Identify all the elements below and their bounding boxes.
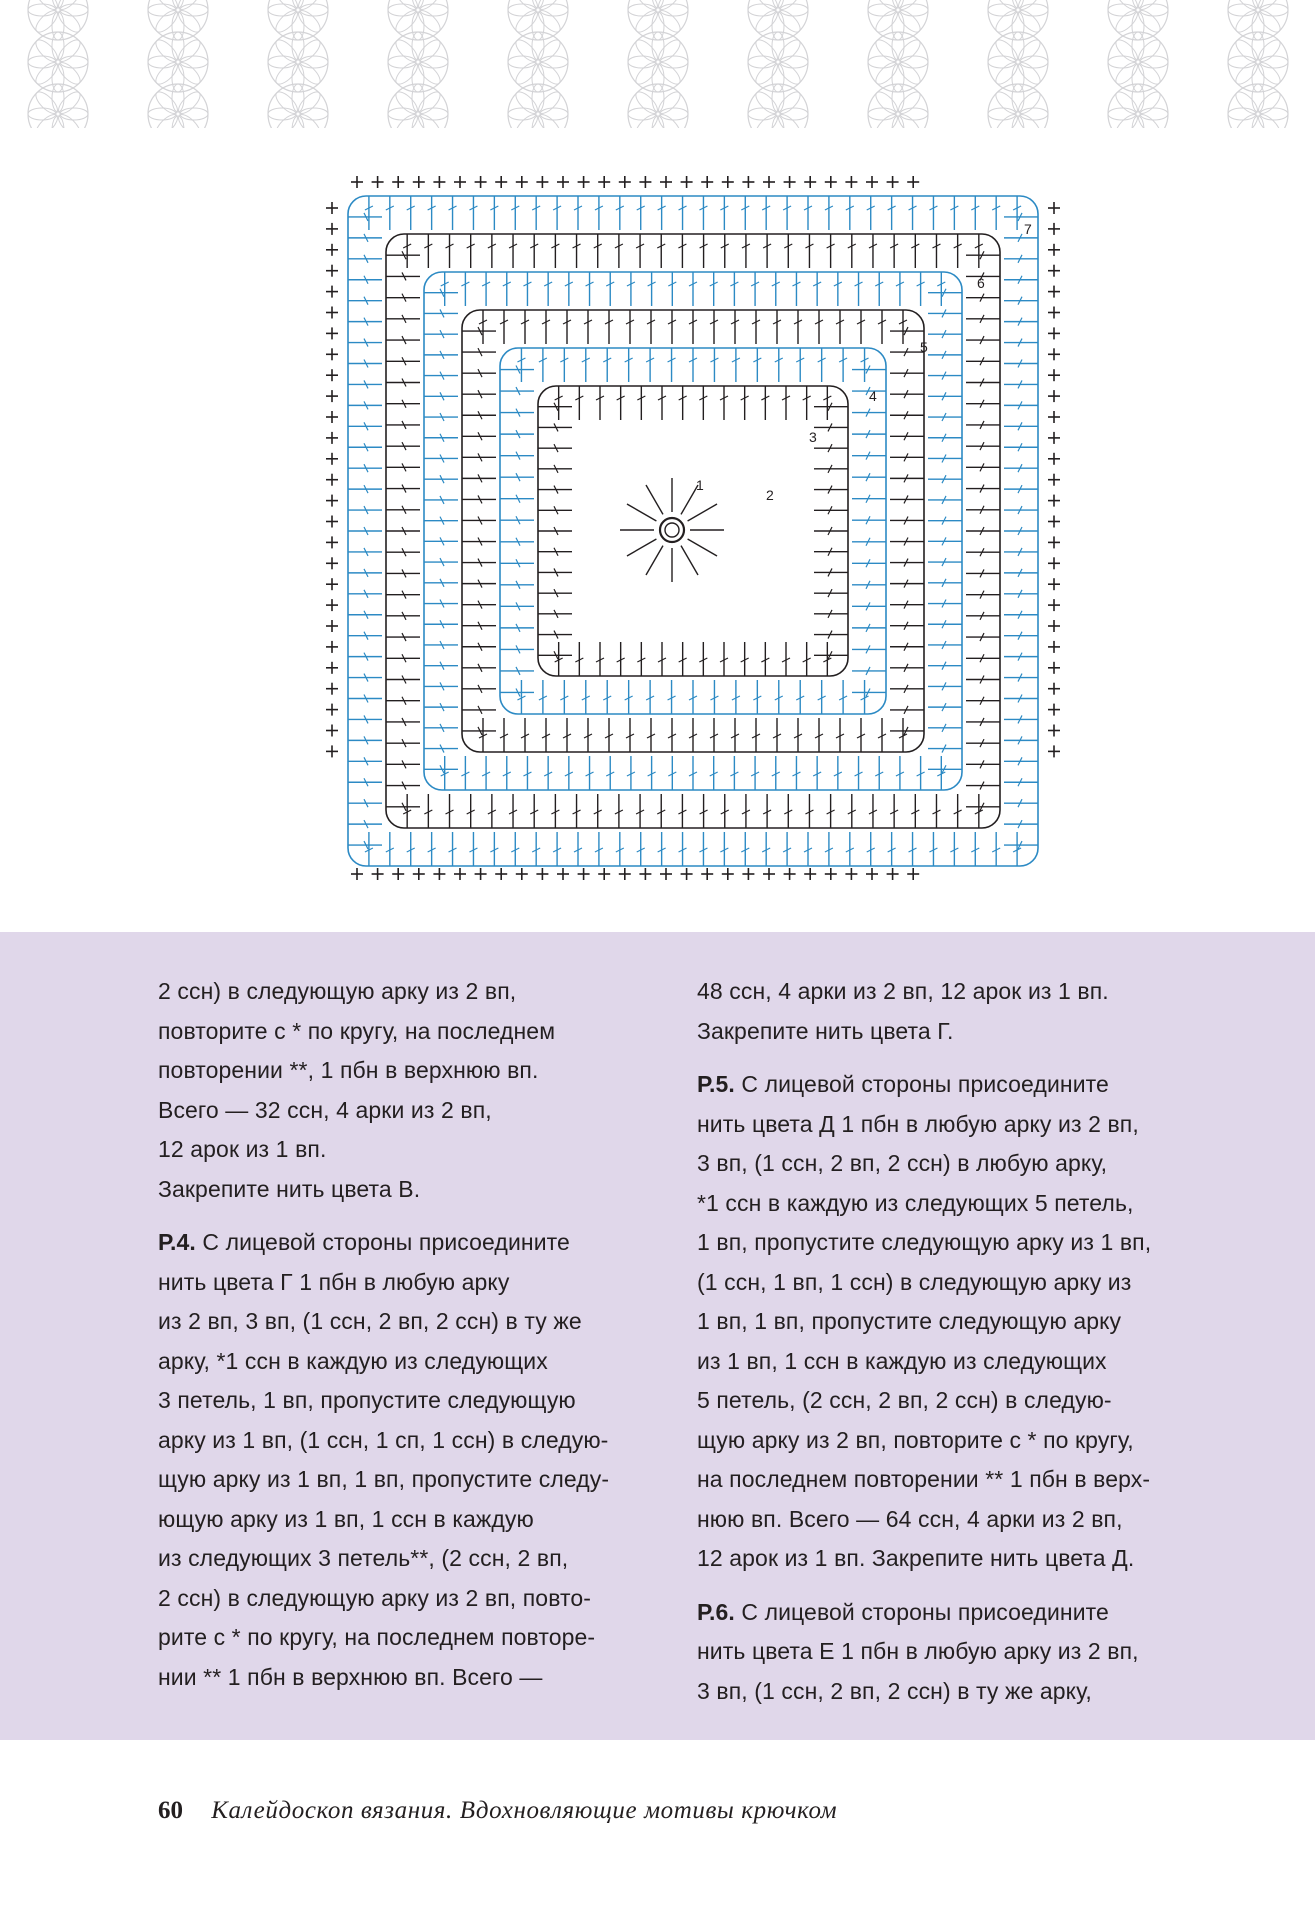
instruction-text: С лицевой стороны присоедините (734, 1071, 1109, 1097)
instructions-right-column (697, 972, 1237, 1711)
instructions-panel (0, 932, 1315, 1740)
instruction-text: повторении **, 1 пбн в верхнюю вп. (158, 1057, 539, 1083)
instruction-line (697, 1223, 1237, 1263)
sc-stitch-symbol (413, 868, 425, 880)
sc-stitch-symbol (1048, 516, 1060, 528)
instruction-line (158, 1658, 698, 1698)
sc-stitch-symbol (326, 223, 338, 235)
sc-stitch-symbol (326, 704, 338, 716)
sc-stitch-symbol (1048, 223, 1060, 235)
decorative-header-ornament (0, 0, 1315, 128)
sc-stitch-symbol (326, 474, 338, 486)
instruction-line (158, 1579, 698, 1619)
round-label: Р.4. (158, 1229, 196, 1255)
ornament-rosette (868, 0, 928, 128)
instruction-text: 5 петель, (2 ссн, 2 вп, 2 ссн) в следую- (697, 1387, 1112, 1413)
instruction-line (158, 1130, 698, 1170)
instruction-text: 1 вп, пропустите следующую арку из 1 вп, (697, 1229, 1152, 1255)
instruction-line (697, 1012, 1237, 1052)
round-number-label: 7 (1024, 221, 1032, 237)
round-label: Р.6. (697, 1598, 735, 1625)
sc-stitch-symbol (1048, 683, 1060, 695)
instruction-line (697, 1144, 1237, 1184)
ornament-rosette (508, 0, 568, 128)
sc-stitch-symbol (1048, 745, 1060, 757)
instruction-line (158, 1170, 698, 1210)
ornament-rosette (988, 0, 1048, 128)
sc-stitch-symbol (372, 868, 384, 880)
sc-stitch-symbol (763, 868, 775, 880)
instruction-line (158, 1539, 698, 1579)
sc-stitch-symbol (454, 176, 466, 188)
instruction-line (697, 1105, 1237, 1145)
sc-stitch-symbol (1048, 725, 1060, 737)
sc-stitch-symbol (326, 369, 338, 381)
sc-stitch-symbol (1048, 641, 1060, 653)
sc-stitch-symbol (907, 868, 919, 880)
sc-stitch-symbol (845, 868, 857, 880)
sc-stitch-symbol (1048, 578, 1060, 590)
instruction-line (697, 972, 1237, 1012)
sc-stitch-symbol (578, 176, 590, 188)
sc-stitch-symbol (1048, 348, 1060, 360)
sc-stitch-symbol (413, 176, 425, 188)
instruction-text: 3 вп, (1 ссн, 2 вп, 2 ссн) в ту же арку, (697, 1677, 1092, 1704)
sc-stitch-symbol (619, 176, 631, 188)
sc-stitch-symbol (1048, 432, 1060, 444)
ornament-rosette (28, 0, 88, 128)
sc-stitch-symbol (1048, 244, 1060, 256)
instruction-line (697, 1500, 1237, 1540)
sc-stitch-symbol (326, 244, 338, 256)
instruction-text: 12 арок из 1 вп. (158, 1136, 327, 1162)
instruction-text: нии ** 1 пбн в верхнюю вп. Всего — (158, 1663, 543, 1690)
magic-ring-center (620, 478, 724, 582)
sc-stitch-symbol (1048, 495, 1060, 507)
instruction-line (697, 1065, 1237, 1105)
sc-stitch-symbol (351, 868, 363, 880)
sc-stitch-symbol (866, 176, 878, 188)
instruction-line (158, 1051, 698, 1091)
instruction-text: из следующих 3 петель**, (2 ссн, 2 вп, (158, 1545, 569, 1571)
instruction-text: арку из 1 вп, (1 ссн, 1 сп, 1 ссн) в следую- (158, 1426, 609, 1453)
sc-stitch-symbol (475, 868, 487, 880)
instruction-text: Закрепите нить цвета В. (158, 1175, 421, 1202)
ornament-rosette (628, 0, 688, 128)
sc-stitch-symbol (326, 683, 338, 695)
sc-stitch-symbol (1048, 307, 1060, 319)
sc-stitch-symbol (639, 868, 651, 880)
sc-stitch-symbol (536, 868, 548, 880)
instruction-text: Всего — 32 ссн, 4 арки из 2 вп, (158, 1096, 492, 1123)
sc-stitch-symbol (907, 176, 919, 188)
sc-stitch-symbol (326, 411, 338, 423)
instruction-text: 2 ссн) в следующую арку из 2 вп, (158, 978, 517, 1004)
instruction-line (697, 1263, 1237, 1303)
round-label: Р.5. (697, 1071, 735, 1097)
instruction-text: (1 ссн, 1 вп, 1 ссн) в следующую арку из (697, 1268, 1132, 1295)
instruction-text: Закрепите нить цвета Г. (697, 1017, 954, 1044)
sc-stitch-symbol (326, 745, 338, 757)
page-footer (158, 1797, 837, 1825)
sc-stitch-symbol (722, 868, 734, 880)
instruction-text: С лицевой стороны присоедините (734, 1598, 1109, 1625)
instruction-text: нюю вп. Всего — 64 ссн, 4 арки из 2 вп, (697, 1505, 1123, 1532)
instruction-text: ющую арку из 1 вп, 1 ссн в каждую (158, 1505, 534, 1532)
instruction-text: 2 ссн) в следующую арку из 2 вп, повто- (158, 1584, 592, 1611)
sc-stitch-symbol (701, 868, 713, 880)
round-number-label: 6 (977, 275, 985, 291)
sc-stitch-symbol (326, 348, 338, 360)
paragraph-gap (697, 1051, 1237, 1065)
instruction-text: повторите с * по кругу, на последнем (158, 1017, 556, 1044)
instruction-line (158, 1500, 698, 1540)
sc-stitch-symbol (326, 578, 338, 590)
sc-stitch-symbol (495, 176, 507, 188)
sc-stitch-symbol (326, 662, 338, 674)
sc-stitch-symbol (639, 176, 651, 188)
sc-stitch-symbol (454, 868, 466, 880)
sc-stitch-symbol (825, 176, 837, 188)
sc-stitch-symbol (1048, 411, 1060, 423)
sc-stitch-symbol (326, 495, 338, 507)
instruction-line (697, 1460, 1237, 1500)
sc-stitch-symbol (1048, 599, 1060, 611)
sc-stitch-symbol (557, 868, 569, 880)
sc-stitch-symbol (326, 453, 338, 465)
instruction-text: на последнем повторении ** 1 пбн в верх- (697, 1466, 1151, 1492)
instruction-line (158, 972, 698, 1012)
stitch-round (538, 386, 848, 676)
instruction-text: из 2 вп, 3 вп, (1 ссн, 2 вп, 2 ссн) в ту же (158, 1308, 582, 1334)
sc-stitch-symbol (681, 176, 693, 188)
magic-ring (660, 518, 684, 542)
instruction-text: щую арку из 2 вп, повторите с * по кругу, (697, 1426, 1134, 1453)
instruction-line (697, 1342, 1237, 1382)
sc-stitch-symbol (887, 176, 899, 188)
instruction-text: С лицевой стороны присоедините (195, 1229, 570, 1255)
instructions-left-column (158, 972, 698, 1697)
sc-stitch-symbol (742, 176, 754, 188)
sc-stitch-symbol (1048, 327, 1060, 339)
sc-stitch-symbol (660, 868, 672, 880)
ornament-rosette (1228, 0, 1288, 128)
ornament-rosette (748, 0, 808, 128)
sc-stitch-symbol (578, 868, 590, 880)
sc-stitch-symbol (784, 176, 796, 188)
sc-stitch-symbol (326, 327, 338, 339)
instruction-line (158, 1460, 698, 1500)
paragraph-gap (158, 1209, 698, 1223)
instruction-text: из 1 вп, 1 ссн в каждую из следующих (697, 1347, 1107, 1374)
sc-stitch-symbol (763, 176, 775, 188)
sc-stitch-symbol (1048, 557, 1060, 569)
sc-stitch-symbol (392, 176, 404, 188)
sc-stitch-symbol (1048, 202, 1060, 214)
sc-stitch-symbol (1048, 704, 1060, 716)
instruction-text: 1 вп, 1 вп, пропустите следующую арку (697, 1308, 1122, 1334)
sc-stitch-symbol (557, 176, 569, 188)
sc-stitch-symbol (1048, 390, 1060, 402)
round-number-label: 2 (766, 487, 774, 503)
instruction-line (158, 1342, 698, 1382)
sc-stitch-symbol (475, 176, 487, 188)
ornament-rosette (268, 0, 328, 128)
sc-stitch-symbol (866, 868, 878, 880)
instruction-line (158, 1012, 698, 1052)
sc-stitch-symbol (804, 868, 816, 880)
sc-stitch-symbol (1048, 536, 1060, 548)
sc-stitch-symbol (1048, 286, 1060, 298)
instruction-line (158, 1618, 698, 1658)
instruction-text: рите с * по кругу, на последнем повторе- (158, 1624, 596, 1650)
sc-stitch-symbol (326, 620, 338, 632)
instruction-line (158, 1302, 698, 1342)
paragraph-gap (697, 1579, 1237, 1593)
sc-stitch-symbol (804, 176, 816, 188)
sc-stitch-symbol (845, 176, 857, 188)
instruction-text: 12 арок из 1 вп. Закрепите нить цвета Д. (697, 1545, 1135, 1571)
instruction-line (158, 1263, 698, 1303)
instruction-text: арку, *1 ссн в каждую из следующих (158, 1347, 548, 1374)
sc-stitch-symbol (1048, 265, 1060, 277)
sc-stitch-symbol (326, 536, 338, 548)
sc-stitch-symbol (660, 176, 672, 188)
round-number-label: 1 (696, 477, 704, 493)
instruction-text: 48 ссн, 4 арки из 2 вп, 12 арок из 1 вп. (697, 978, 1109, 1004)
crochet-chart-diagram (316, 168, 1070, 894)
round-number-label: 3 (809, 429, 817, 445)
sc-stitch-symbol (516, 176, 528, 188)
sc-stitch-symbol (326, 725, 338, 737)
instruction-line (697, 1184, 1237, 1224)
sc-stitch-symbol (326, 265, 338, 277)
instruction-text: нить цвета Г 1 пбн в любую арку (158, 1268, 510, 1295)
instruction-text: нить цвета Е 1 пбн в любую арку из 2 вп, (697, 1638, 1139, 1664)
instruction-line (697, 1421, 1237, 1461)
instruction-line (697, 1632, 1237, 1672)
instruction-line (158, 1381, 698, 1421)
sc-stitch-symbol (784, 868, 796, 880)
sc-stitch-symbol (516, 868, 528, 880)
instruction-text: *1 ссн в каждую из следующих 5 петель, (697, 1189, 1134, 1216)
ornament-rosette (148, 0, 208, 128)
sc-stitch-symbol (326, 557, 338, 569)
sc-stitch-symbol (619, 868, 631, 880)
stitch-grid (326, 176, 1060, 880)
sc-stitch-symbol (701, 176, 713, 188)
sc-stitch-symbol (326, 599, 338, 611)
instruction-line (158, 1223, 698, 1263)
instruction-line (697, 1539, 1237, 1579)
sc-stitch-symbol (495, 868, 507, 880)
sc-stitch-symbol (1048, 474, 1060, 486)
sc-stitch-symbol (392, 868, 404, 880)
sc-stitch-symbol (1048, 369, 1060, 381)
sc-stitch-symbol (1048, 453, 1060, 465)
instruction-line (697, 1672, 1237, 1712)
sc-stitch-symbol (1048, 662, 1060, 674)
sc-stitch-symbol (351, 176, 363, 188)
sc-stitch-symbol (326, 286, 338, 298)
sc-stitch-symbol (742, 868, 754, 880)
sc-stitch-symbol (1048, 620, 1060, 632)
book-title: Калейдоскоп вязания. Вдохновляющие мотивы крючком (211, 1797, 838, 1824)
sc-stitch-symbol (722, 176, 734, 188)
sc-stitch-symbol (326, 307, 338, 319)
sc-stitch-symbol (433, 868, 445, 880)
ornament-rosette (388, 0, 448, 128)
sc-stitch-symbol (372, 176, 384, 188)
sc-stitch-symbol (598, 868, 610, 880)
instruction-text: 3 вп, (1 ссн, 2 вп, 2 ссн) в любую арку, (697, 1150, 1108, 1176)
sc-stitch-symbol (887, 868, 899, 880)
sc-stitch-symbol (681, 868, 693, 880)
instruction-line (697, 1302, 1237, 1342)
sc-stitch-symbol (326, 390, 338, 402)
sc-stitch-symbol (536, 176, 548, 188)
sc-stitch-symbol (825, 868, 837, 880)
instruction-line (158, 1421, 698, 1461)
instruction-line (697, 1381, 1237, 1421)
instruction-line (697, 1593, 1237, 1633)
sc-stitch-symbol (326, 432, 338, 444)
sc-stitch-symbol (326, 641, 338, 653)
page-number: 60 (158, 1797, 183, 1824)
sc-stitch-symbol (326, 516, 338, 528)
instruction-line (158, 1091, 698, 1131)
instruction-text: 3 петель, 1 вп, пропустите следующую (158, 1387, 576, 1413)
sc-stitch-symbol (598, 176, 610, 188)
sc-stitch-symbol (433, 176, 445, 188)
ornament-rosette (1108, 0, 1168, 128)
round-number-label: 5 (920, 339, 928, 355)
sc-stitch-symbol (326, 202, 338, 214)
round-number-label: 4 (869, 388, 877, 404)
instruction-text: щую арку из 1 вп, 1 вп, пропустите следу- (158, 1466, 610, 1492)
instruction-text: нить цвета Д 1 пбн в любую арку из 2 вп, (697, 1110, 1139, 1137)
